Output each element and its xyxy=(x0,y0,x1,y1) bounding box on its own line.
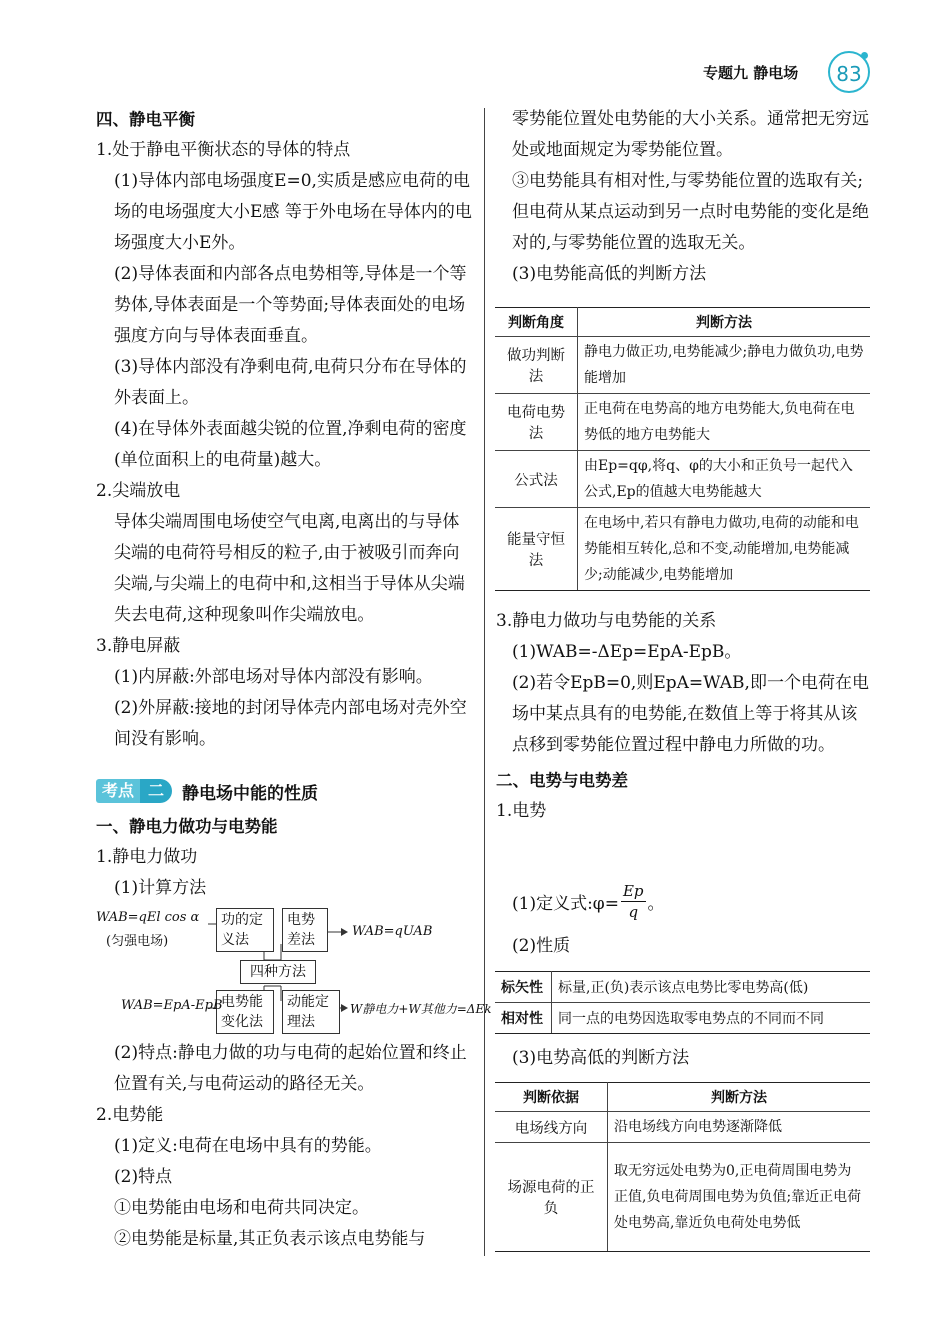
table-caption: (3)电势高低的判断方法 xyxy=(512,1048,690,1068)
table-cell: 能量守恒法 xyxy=(495,508,578,591)
formula-potential-diff: WAB=qUAB xyxy=(352,924,433,939)
table-cell: 沿电场线方向电势逐渐降低 xyxy=(608,1112,871,1143)
column-divider xyxy=(484,108,485,1256)
table-cell: 场源电荷的正负 xyxy=(495,1143,608,1252)
fraction xyxy=(621,881,646,922)
table-cell: 电场线方向 xyxy=(495,1112,608,1143)
para: (2)若令EpB=0,则EpA=WAB,即一个电荷在电场中某点具有的电势能,在数值上等于将其从该点移到零势能位置过程中静电力所做的功。 xyxy=(512,673,869,755)
para: (3)导体内部没有净剩电荷,电荷只分布在导体的外表面上。 xyxy=(114,357,467,408)
para-title: 3.静电力做功与电势能的关系 xyxy=(496,611,717,631)
box-four-methods: 四种方法 xyxy=(240,960,316,984)
table-cell: 电荷电势法 xyxy=(495,394,578,451)
para-title: 2.电势能 xyxy=(96,1105,164,1125)
fraction-denominator: q xyxy=(628,902,639,921)
table-row xyxy=(495,451,870,508)
table-row xyxy=(495,1143,870,1252)
formula-definition: WAB=qEl cos α xyxy=(96,910,200,925)
box-kinetic-energy-theorem: 动能定理法 xyxy=(282,990,340,1034)
para: 零势能位置处电势能的大小关系。通常把无穷远处或地面规定为零势能位置。 xyxy=(512,109,869,160)
right-column-mid xyxy=(496,606,872,827)
table-potential-properties xyxy=(495,971,870,1034)
left-column-lower xyxy=(96,811,474,904)
table-cell: 取无穷远处电势为0,正电荷周围电势为正值,负电荷周围电势为负值;靠近正电荷处电势高,靠近负电荷处电势低 xyxy=(608,1143,871,1252)
table-row xyxy=(495,337,870,394)
para-title: 1.处于静电平衡状态的导体的特点 xyxy=(96,140,351,160)
table-potential-energy-methods xyxy=(495,307,870,591)
box-definition-method: 功的定义法 xyxy=(216,908,274,952)
table-caption: (3)电势能高低的判断方法 xyxy=(512,264,707,284)
para: ①电势能由电场和电荷共同决定。 xyxy=(114,1198,369,1218)
table-cell: 静电力做正功,电势能减少;静电力做负功,电势能增加 xyxy=(578,337,871,394)
table-cell: 在电场中,若只有静电力做功,电荷的动能和电势能相互转化,总和不变,动能增加,电势能减少;动能减少,电势能增加 xyxy=(578,508,871,591)
table-row xyxy=(495,972,870,1003)
four-methods-diagram xyxy=(96,906,492,1036)
table-potential-judgement xyxy=(495,1082,870,1252)
formula-kinetic-theorem: W静电力+W其他力=ΔEk xyxy=(350,1002,492,1016)
table-row xyxy=(495,1003,870,1034)
para: (1)导体内部电场强度E=0,实质是感应电荷的电场的电场强度大小E感 等于外电场在导体内的电场强度大小E外。 xyxy=(114,171,472,253)
kaodian-badge: 考点 xyxy=(96,779,140,803)
heading-potential: 二、电势与电势差 xyxy=(496,771,628,790)
table-cell: 正电荷在电势高的地方电势能大,负电荷在电势低的地方电势能大 xyxy=(578,394,871,451)
page-number-dot xyxy=(861,52,868,59)
box-potential-diff-method: 电势差法 xyxy=(282,908,328,952)
table-cell: 标量,正(负)表示该点电势比零电势高(低) xyxy=(552,972,871,1003)
right-column-top xyxy=(496,104,872,290)
para: (2)导体表面和内部各点电势相等,导体是一个等势体,导体表面是一个等势面;导体表面处的电场强度方向与导体表面垂直。 xyxy=(114,264,467,346)
para: ②电势能是标量,其正负表示该点电势能与 xyxy=(114,1229,426,1249)
kaodian-number: 二 xyxy=(140,779,172,803)
table-header-row xyxy=(495,308,870,337)
table-row xyxy=(495,1112,870,1143)
para-title: 1.电势 xyxy=(496,801,547,821)
kaodian-title: 静电场中能的性质 xyxy=(182,783,319,804)
para: (4)在导体外表面越尖锐的位置,净剩电荷的密度(单位面积上的电荷量)越大。 xyxy=(114,419,467,470)
table-cell: 公式法 xyxy=(495,451,578,508)
table-row xyxy=(495,508,870,591)
table-cell: 标矢性 xyxy=(495,972,552,1003)
definition-label: (1)定义式:φ= xyxy=(512,893,619,914)
property-label: (2)性质 xyxy=(512,936,571,956)
formula-energy-change: WAB=EpA-EpB xyxy=(121,998,223,1013)
para-title: 3.静电屏蔽 xyxy=(96,636,181,656)
note-uniform-field: (匀强电场) xyxy=(106,934,169,949)
para-title: 1.静电力做功 xyxy=(96,847,198,867)
box-potential-energy-change: 电势能变化法 xyxy=(216,990,274,1034)
table-cell: 由Ep=qφ,将q、φ的大小和正负号一起代入公式,Ep的值越大电势能越大 xyxy=(578,451,871,508)
para: (2)外屏蔽:接地的封闭导体壳内部电场对壳外空间没有影响。 xyxy=(114,698,467,749)
para: (2)特点 xyxy=(114,1167,173,1187)
col-header: 判断角度 xyxy=(495,308,578,337)
para: (1)计算方法 xyxy=(114,878,207,898)
table-cell: 做功判断法 xyxy=(495,337,578,394)
para: (2)特点:静电力做的功与电荷的起始位置和终止位置有关,与电荷运动的路径无关。 xyxy=(114,1043,467,1094)
table-cell: 相对性 xyxy=(495,1003,552,1034)
section-title: 专题九 静电场 xyxy=(703,64,799,82)
table-cell: 同一点的电势因选取零电势点的不同而不同 xyxy=(552,1003,871,1034)
kaodian-banner xyxy=(96,778,318,804)
para-title: 2.尖端放电 xyxy=(96,481,181,501)
para: ③电势能具有相对性,与零势能位置的选取有关;但电荷从某点运动到另一点时电势能的变化是绝对的,与零势能位置的选取无关。 xyxy=(512,171,869,253)
definition-end: 。 xyxy=(647,893,665,914)
left-column xyxy=(96,104,474,755)
para: (1)内屏蔽:外部电场对导体内部没有影响。 xyxy=(114,667,433,687)
heading-work-potential-energy: 一、静电力做功与电势能 xyxy=(96,817,278,836)
left-column-bottom xyxy=(96,1038,474,1255)
page-number: 83 xyxy=(828,51,870,93)
para: (1)WAB=-ΔEp=EpA-EpB。 xyxy=(512,642,742,662)
col-header: 判断方法 xyxy=(578,308,871,337)
para: (1)定义:电荷在电场中具有的势能。 xyxy=(114,1136,382,1156)
table-header-row xyxy=(495,1083,870,1112)
col-header: 判断方法 xyxy=(608,1083,871,1112)
potential-definition xyxy=(512,876,665,926)
col-header: 判断依据 xyxy=(495,1083,608,1112)
heading-electrostatic-equilibrium: 四、静电平衡 xyxy=(96,110,195,129)
fraction-numerator: Ep xyxy=(622,881,644,900)
para: 导体尖端周围电场使空气电离,电离出的与导体尖端的电荷符号相反的粒子,由于被吸引而奔向尖端,与尖端上的电荷中和,这相当于导体从尖端失去电荷,这种现象叫作尖端放电。 xyxy=(114,512,465,625)
table-row xyxy=(495,394,870,451)
